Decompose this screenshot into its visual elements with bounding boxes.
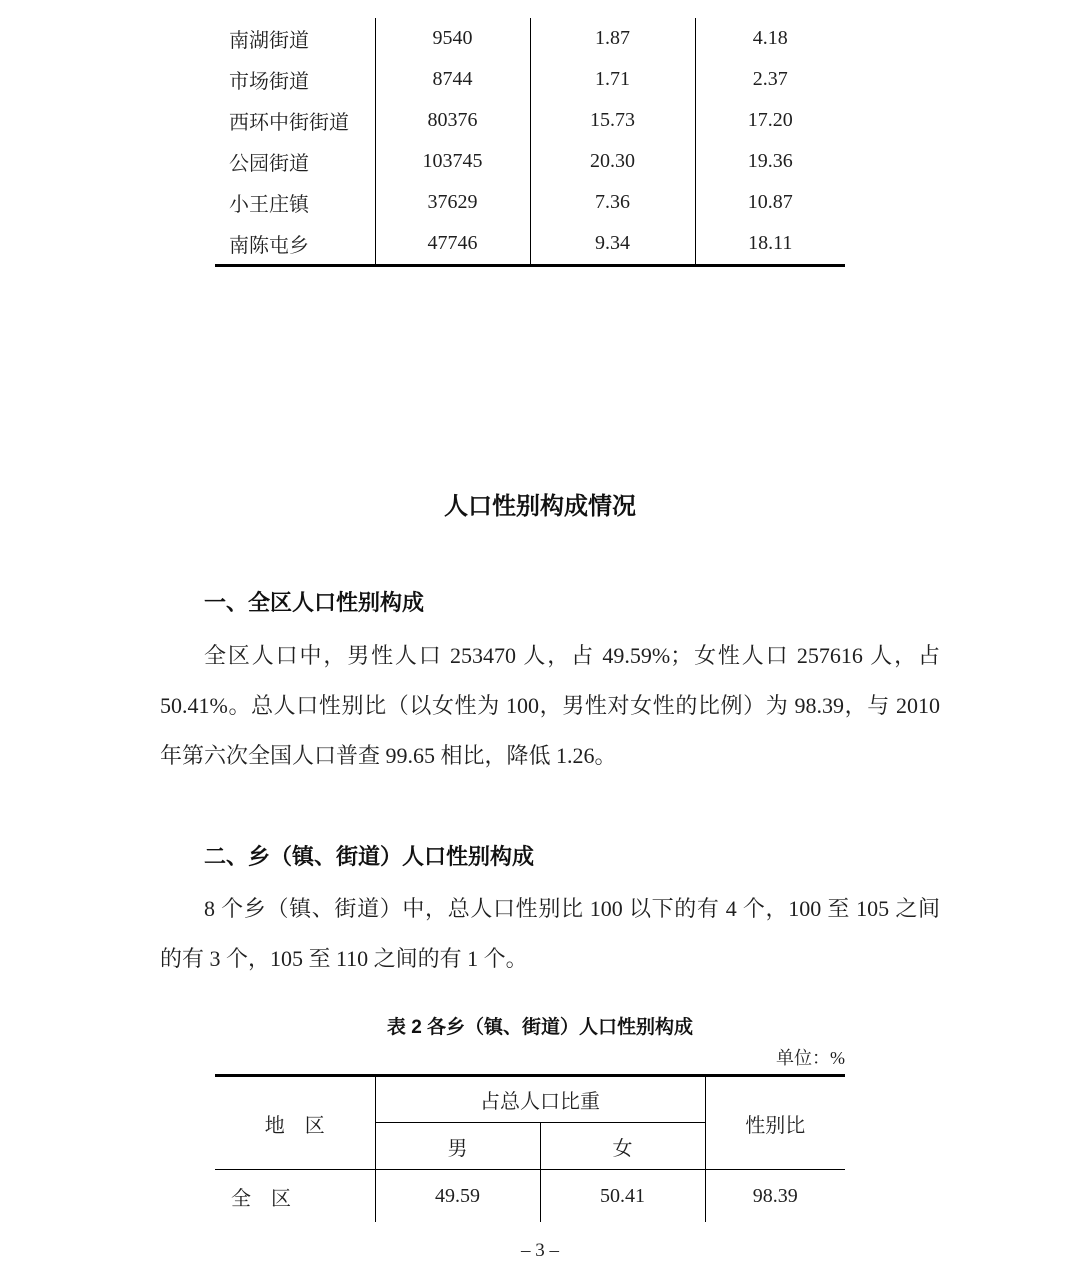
population-cell: 80376: [375, 100, 530, 141]
value-cell: 17.20: [695, 100, 845, 141]
table2-data-row: [215, 1170, 845, 1223]
table-row: [215, 223, 845, 266]
table2-sex-composition: [215, 1074, 845, 1222]
page-title: 人口性别构成情况: [444, 493, 636, 520]
page-number: – 3 –: [521, 1240, 559, 1261]
table2-caption: 表 2 各乡（镇、街道）人口性别构成: [386, 1017, 694, 1038]
table2-header-row-1: [215, 1076, 845, 1123]
area-cell: 全 区: [231, 1187, 291, 1210]
area-cell: 西环中街街道: [229, 112, 349, 134]
area-cell: 小王庄镇: [229, 194, 309, 216]
population-cell: 103745: [375, 141, 530, 182]
table2-header-male: 男: [375, 1123, 540, 1170]
table-row: [215, 141, 845, 182]
table2-header-female: 女: [540, 1123, 705, 1170]
table-row: [215, 100, 845, 141]
section-1-paragraph: 全区人口中，男性人口 253470 人，占 49.59%；女性人口 257616 人，占 50.41%。总人口性别比（以女性为 100，男性对女性的比例）为 98.39，与 2010 年第六次全国人口普查 99.65 相比，降低 1.26。: [160, 643, 940, 768]
table2-header-ratio: 性别比: [705, 1076, 845, 1170]
area-cell: 市场街道: [229, 71, 309, 93]
table-row: [215, 59, 845, 100]
value-cell: 2.37: [695, 59, 845, 100]
table2-unit-label: 单位：%: [776, 1048, 845, 1068]
section-2-paragraph: 8 个乡（镇、街道）中，总人口性别比 100 以下的有 4 个，100 至 105 之间的有 3 个，105 至 110 之间的有 1 个。: [160, 896, 940, 971]
value-cell: 4.18: [695, 18, 845, 59]
value-cell: 15.73: [530, 100, 695, 141]
value-cell: 1.71: [530, 59, 695, 100]
table2-header-area: 地 区: [215, 1076, 375, 1170]
value-cell: 10.87: [695, 182, 845, 223]
population-cell: 47746: [375, 223, 530, 266]
population-cell: 8744: [375, 59, 530, 100]
population-cell: 37629: [375, 182, 530, 223]
section-2-heading: 二、乡（镇、街道）人口性别构成: [204, 844, 535, 869]
value-cell: 20.30: [530, 141, 695, 182]
section-1-heading: 一、全区人口性别构成: [204, 590, 425, 615]
table1-continued: [215, 18, 845, 267]
female-share-cell: 50.41: [540, 1170, 705, 1223]
value-cell: 19.36: [695, 141, 845, 182]
value-cell: 1.87: [530, 18, 695, 59]
male-share-cell: 49.59: [375, 1170, 540, 1223]
value-cell: 9.34: [530, 223, 695, 266]
sex-ratio-cell: 98.39: [705, 1170, 845, 1223]
table2-header-group: 占总人口比重: [375, 1076, 705, 1123]
population-cell: 9540: [375, 18, 530, 59]
area-cell: 南湖街道: [229, 30, 309, 52]
table-row: [215, 18, 845, 59]
value-cell: 18.11: [695, 223, 845, 266]
area-cell: 南陈屯乡: [229, 235, 309, 257]
table-row: [215, 182, 845, 223]
area-cell: 公园街道: [229, 153, 309, 175]
value-cell: 7.36: [530, 182, 695, 223]
